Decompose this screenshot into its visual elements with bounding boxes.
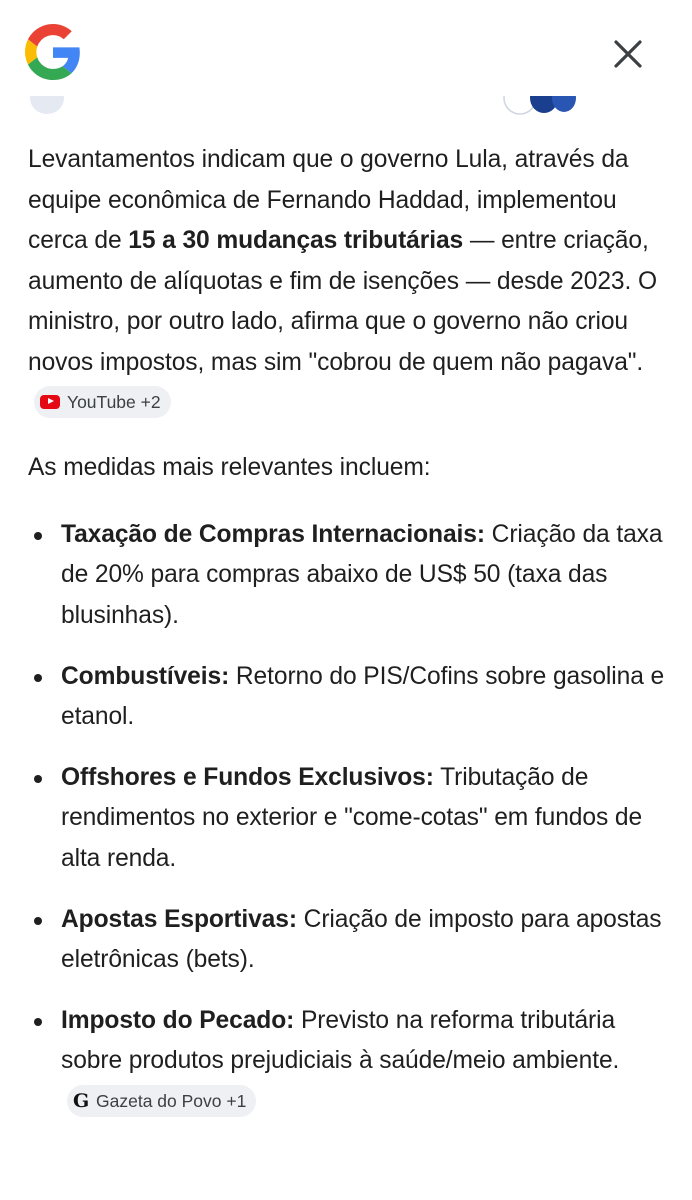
- partial-thumbnail: [28, 96, 66, 116]
- source-chip-gazeta[interactable]: [67, 1085, 256, 1117]
- list-item: [28, 657, 668, 738]
- list-item-text: Criação da taxa de 20% para compras abaixo de US$ 50 (taxa das blusinhas).: [61, 520, 663, 629]
- list-item-title: Apostas Esportivas:: [61, 905, 297, 933]
- close-button[interactable]: [604, 30, 652, 78]
- source-chip-label: Gazeta do Povo +1: [96, 1090, 247, 1111]
- youtube-icon: [40, 395, 60, 409]
- list-item: [28, 515, 668, 637]
- source-chip-youtube[interactable]: [34, 386, 171, 418]
- measures-list: [28, 515, 668, 1123]
- list-item: [28, 758, 668, 880]
- intro-bold: 15 a 30 mudanças tributárias: [128, 227, 464, 255]
- intro-text-1: Levantamentos indicam que o governo Lula, através da equipe econômica de Fernando Haddad, implementou cerca de: [28, 146, 629, 255]
- list-item: [28, 900, 668, 981]
- partial-source-favicons: [502, 96, 582, 116]
- list-item-text: Criação de imposto para apostas eletrônicas (bets).: [61, 905, 662, 974]
- list-item-title: Taxação de Compras Internacionais:: [61, 520, 485, 548]
- ai-answer-content: [28, 140, 668, 1122]
- list-item-text: Previsto na reforma tributária sobre produtos prejudiciais à saúde/meio ambiente.: [61, 1006, 620, 1075]
- source-chip-label: YouTube +2: [67, 391, 161, 412]
- list-item-text: Tributação de rendimentos no exterior e "come-cotas" em fundos de alta renda.: [61, 763, 643, 872]
- intro-text-2: — entre criação, aumento de alíquotas e fim de isenções — desde 2023. O ministro, por outro lado, afirma que o governo não criou novos impostos, mas sim "cobrou de quem não pagava".: [28, 227, 657, 376]
- google-logo-icon[interactable]: [25, 24, 81, 80]
- intro-paragraph: [28, 140, 668, 424]
- lead-paragraph: As medidas mais relevantes incluem:: [28, 454, 431, 482]
- list-item: [28, 1001, 668, 1123]
- list-item-title: Imposto do Pecado:: [61, 1006, 295, 1034]
- gazeta-do-povo-icon: G: [73, 1089, 90, 1112]
- top-bar: [0, 0, 692, 104]
- list-item-title: Combustíveis:: [61, 662, 230, 690]
- list-item-text: Retorno do PIS/Cofins sobre gasolina e etanol.: [61, 662, 665, 731]
- list-item-title: Offshores e Fundos Exclusivos:: [61, 763, 434, 791]
- close-icon: [604, 30, 652, 78]
